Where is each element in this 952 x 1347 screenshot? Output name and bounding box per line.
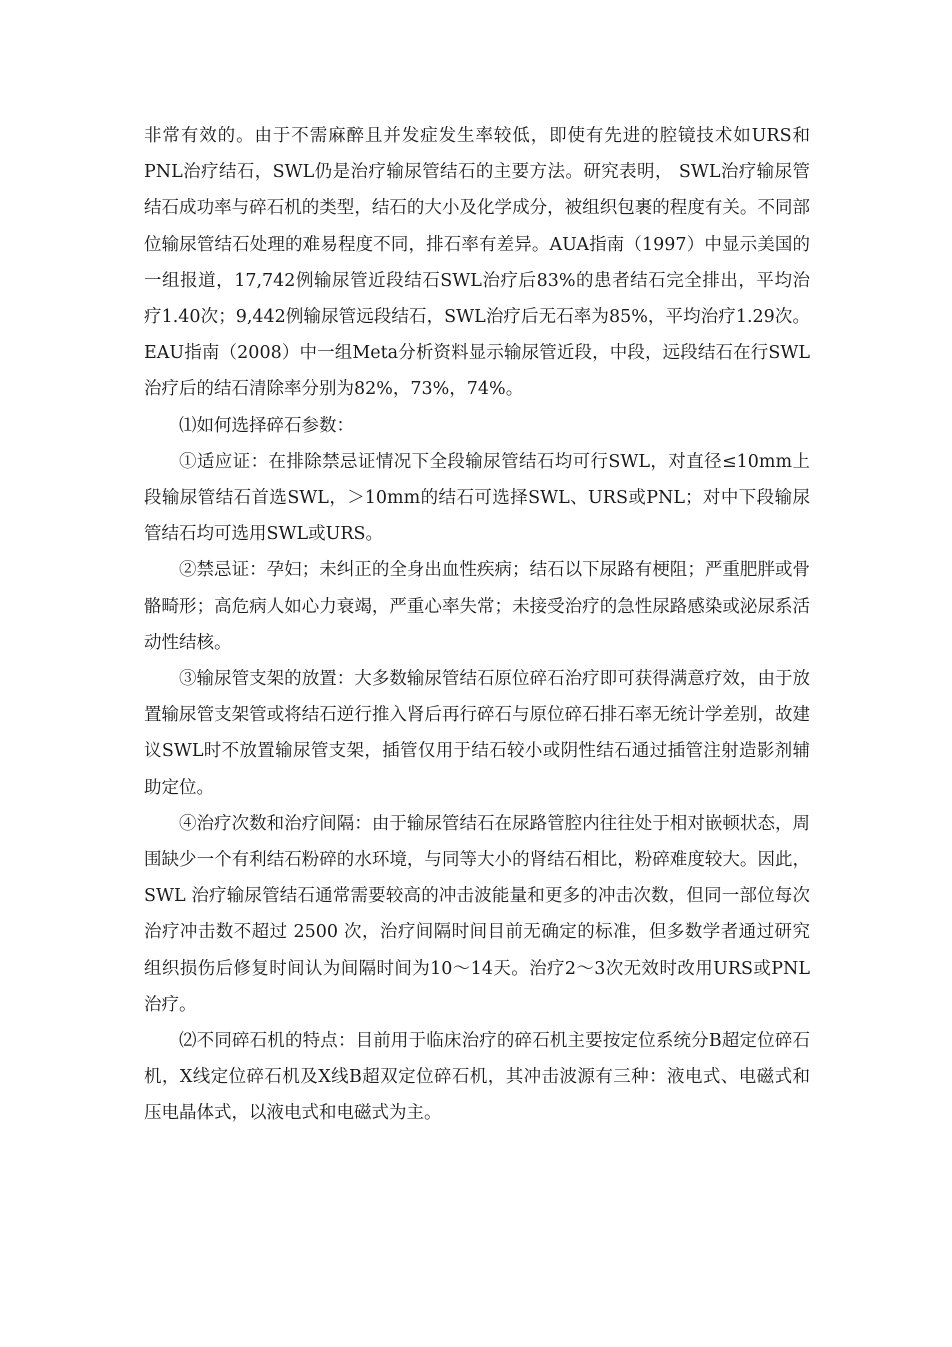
paragraph-lithotripter-features: ⑵不同碎石机的特点：目前用于临床治疗的碎石机主要按定位系统分B超定位碎石机，X线定位碎石机及X线B超双定位碎石机，其冲击波源有三种：液电式、电磁式和压电晶体式，以液电式和电磁式为主。	[144, 1031, 810, 1124]
paragraph-treatment-frequency: ④治疗次数和治疗间隔：由于输尿管结石在尿路管腔内往往处于相对嵌顿状态，周围缺少一个有利结石粉碎的水环境，与同等大小的肾结石相比，粉碎难度较大。因此，SWL 治疗输尿管结石通常需要较高的冲击波能量和更多的冲击次数，但同一部位每次治疗冲击数不超过 2500 次，治疗间隔时间目前无确定的标准，但多数学者通过研究组织损伤后修复时间认为间隔时间为10～14天。治疗2～3次无效时改用URS或PNL治疗。	[144, 813, 810, 1015]
paragraph-ureteral-stent: ③输尿管支架的放置：大多数输尿管结石原位碎石治疗即可获得满意疗效，由于放置输尿管支架管或将结石逆行推入肾后再行碎石与原位碎石排石率无统计学差别，故建议SWL时不放置输尿管支架，插管仅用于结石较小或阴性结石通过插管注射造影剂辅助定位。	[144, 669, 810, 798]
paragraph-contraindications: ②禁忌证：孕妇；未纠正的全身出血性疾病；结石以下尿路有梗阻；严重肥胖或骨骼畸形；高危病人如心力衰竭，严重心率失常；未接受治疗的急性尿路感染或泌尿系活动性结核。	[144, 560, 810, 653]
paragraph-indications: ①适应证：在排除禁忌证情况下全段输尿管结石均可行SWL，对直径≤10mm上段输尿管结石首选SWL，＞10mm的结石可选择SWL、URS或PNL；对中下段输尿管结石均可选用SWL或URS。	[144, 451, 810, 545]
document-body	[144, 118, 810, 1132]
paragraph-heading-lithotripsy-parameters: ⑴如何选择碎石参数：	[179, 415, 354, 436]
paragraph-swl-efficacy: 非常有效的。由于不需麻醉且并发症发生率较低，即使有先进的腔镜技术如URS和PNL治疗结石，SWL仍是治疗输尿管结石的主要方法。研究表明， SWL治疗输尿管结石成功率与碎石机的类型，结石的大小及化学成分，被组织包裹的程度有关。不同部位输尿管结石处理的难易程度不同，排石率有差异。AUA指南（1997）中显示美国的一组报道，17,742例输尿管近段结石SWL治疗后83%的患者结石完全排出，平均治疗1.40次；9,442例输尿管远段结石，SWL治疗后无石率为85%，平均治疗1.29次。EAU指南（2008）中一组Meta分析资料显示输尿管近段，中段，远段结石在行SWL治疗后的结石清除率分别为82%，73%，74%。	[144, 126, 810, 400]
